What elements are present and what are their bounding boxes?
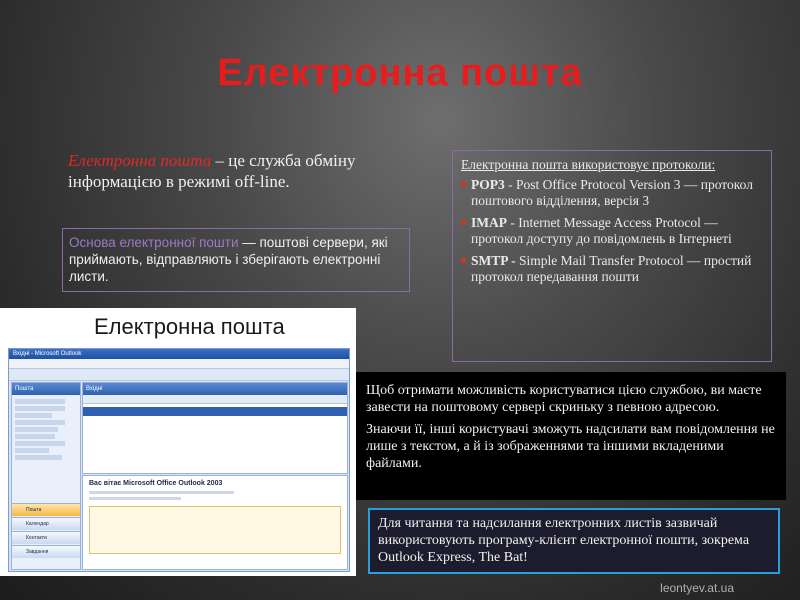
protocol-item xyxy=(461,253,763,285)
nav-button-contacts: Контакти xyxy=(12,531,80,544)
nav-button-calendar: Календар xyxy=(12,517,80,530)
screenshot-caption: Електронна пошта xyxy=(94,314,285,339)
info-paragraph-1: Щоб отримати можливість користуватися цією службою, ви маєте завести на поштовому сервері скриньку з певною адресою. xyxy=(366,383,762,415)
slide-title: Електронна пошта xyxy=(217,52,583,94)
outlook-nav-pane xyxy=(11,382,81,570)
outlook-menubar xyxy=(9,359,349,369)
outlook-reading-pane xyxy=(82,475,348,570)
reading-message-body xyxy=(89,506,341,554)
reading-title: Вас вітає Microsoft Office Outlook 2003 xyxy=(89,480,223,487)
protocol-item xyxy=(461,215,763,247)
outlook-message-list xyxy=(82,382,348,474)
reading-meta-line xyxy=(89,497,181,500)
definition-term: Електронна пошта xyxy=(68,151,212,170)
definition-rest: – це служба обміну інформацією в режимі off-line. xyxy=(68,151,356,191)
nav-button-tasks: Завдання xyxy=(12,545,80,558)
definition-text xyxy=(68,150,418,192)
selected-message-row xyxy=(83,407,347,416)
list-column-header xyxy=(83,395,347,404)
nav-button-mail: Пошта xyxy=(12,503,80,516)
protocol-desc: - Internet Message Access Protocol — протокол доступу до повідомлень в Інтернеті xyxy=(471,215,732,246)
protocol-name: IMAP xyxy=(471,215,507,230)
outlook-titlebar: Вхідні - Microsoft Outlook xyxy=(9,349,349,359)
folder-tree xyxy=(15,399,77,460)
basis-rest: — поштові сервери, які приймають, відправляють і зберігають електронні листи. xyxy=(69,235,388,284)
protocol-name: POP3 xyxy=(471,177,505,192)
clients-box: Для читання та надсилання електронних листів зазвичай використовують програму-клієнт електронної пошти, зокрема Outlook Express, The Bat! xyxy=(368,508,780,574)
info-box xyxy=(356,372,786,500)
list-header: Вхідні xyxy=(83,383,347,395)
protocols-heading: Електронна пошта використовує протоколи: xyxy=(461,157,716,172)
footer-url: leontyev.at.ua xyxy=(660,581,734,595)
info-paragraph-2: Знаючи її, інші користувачі зможуть надсилати вам повідомлення не лише з текстом, а й із зображеннями та іншими вкладеними файлами. xyxy=(366,422,775,471)
basis-box xyxy=(62,228,410,292)
protocol-desc: - Post Office Protocol Version 3 — протокол поштового відділення, версія 3 xyxy=(471,177,753,208)
protocol-name: SMTP - xyxy=(471,253,516,268)
protocol-item xyxy=(461,177,763,209)
protocol-desc: Simple Mail Transfer Protocol — простий протокол передавання пошти xyxy=(471,253,752,284)
outlook-screenshot xyxy=(0,308,356,576)
reading-meta-line xyxy=(89,491,234,494)
outlook-window xyxy=(8,348,350,572)
nav-header: Пошта xyxy=(12,383,80,395)
basis-term: Основа електронної пошти xyxy=(69,235,239,250)
protocols-box xyxy=(452,150,772,362)
outlook-toolbar xyxy=(9,369,349,381)
